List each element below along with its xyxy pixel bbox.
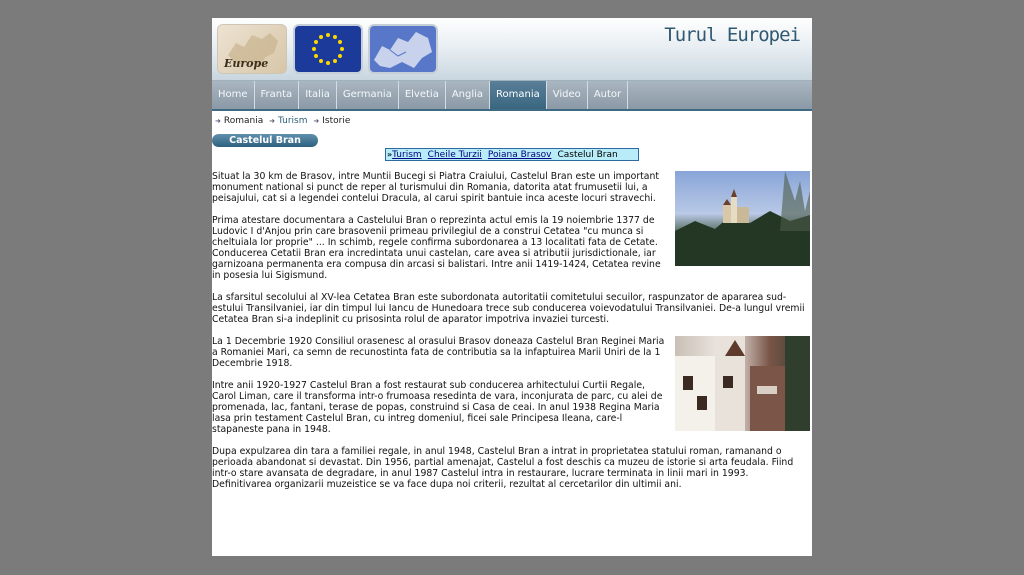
eu-stars-icon <box>295 26 361 72</box>
nav-item-home[interactable]: Home <box>212 81 255 109</box>
page <box>212 18 812 556</box>
nav-item-anglia[interactable]: Anglia <box>446 81 490 109</box>
eu-flag-logo[interactable] <box>293 24 363 74</box>
subnav-link-cheile-turzii[interactable]: Cheile Turzii <box>427 150 482 160</box>
breadcrumb-arrow-icon: ➜ <box>313 117 320 125</box>
subnav-link-turism[interactable]: Turism <box>392 150 422 160</box>
main-nav <box>212 81 812 111</box>
breadcrumb-arrow-icon: ➜ <box>215 117 221 125</box>
nav-item-autor[interactable]: Autor <box>588 81 628 109</box>
site-title: Turul Europei <box>664 24 800 46</box>
paragraph: Situat la 30 km de Brasov, intre Muntii Bucegi si Piatra Craiului, Castelul Bran este un important monument national si punct de reper al turismului din Romania, datorita atat frumusetii lui, a peisajului, cat si a legendei contelui Dracula, al carui spirit bantuie inca aceste locuri stravechi. <box>212 171 660 204</box>
subnav-current: Castelul Bran <box>557 150 618 160</box>
nav-item-elvetia[interactable]: Elvetia <box>399 81 446 109</box>
nav-item-italia[interactable]: Italia <box>299 81 337 109</box>
paragraph: Prima atestare documentara a Castelului Bran o reprezinta actul emis la 19 noiembrie 1377 de Ludovic I d'Anjou prin care brasovenii primeau privilegiul de a construi Cetatea "cu munca si cheltuiala lor proprie" ... In schimb, regele confirma subordonarea a 13 localitati fata de Cetate. Conducerea Cetatii Bran era incredintata unui castelan, care avea si atributii jurisdictionale, iar garnizoana permanenta era compusa din arcasi si balistari. Intre anii 1419-1424, Cetatea revine in posesia lui Sigismund. <box>212 215 661 281</box>
paragraph: La 1 Decembrie 1920 Consiliul orasenesc al orasului Brasov doneaza Castelul Bran Reginei Maria a Romaniei Mari, ca semn de recunostinta fata de contributia sa la infaptuirea Marii Uniri de la 1 Decembrie 1918. <box>212 336 665 369</box>
subnav <box>385 148 639 161</box>
paragraph: Dupa expulzarea din tara a familiei regale, in anul 1948, Castelul Bran a intrat in proprietatea statului roman, ramanand o perioada abandonat si devastat. Din 1956, partial amenajat, Castelul a fost deschis ca muzeu de istorie si arta feudala. Fiind intr-o stare avansata de degradare, in anul 1987 Castelul intra in restaurare, lucrare terminata in linii mari in 1993. Definitivarea organizarii muzeistice se va face dupa noi criterii, rezultat al cercetarilor din ultimii ani. <box>212 446 794 490</box>
castle-landscape-icon <box>675 171 810 266</box>
nav-item-germania[interactable]: Germania <box>337 81 399 109</box>
header <box>212 18 812 81</box>
nav-item-video[interactable]: Video <box>547 81 588 109</box>
bran-castle-landscape-photo <box>675 171 810 266</box>
map-icon <box>370 26 436 72</box>
paragraph: Intre anii 1920-1927 Castelul Bran a fost restaurat sub conducerea arhitectului Curtii Regale, Carol Liman, care il transforma intr-o frumoasa resedinta de vara, inconjurata de parc, cu alei de promenada, lac, fantani, terase de popas, construind si Casa de ceai. In anul 1938 Regina Maria lasa prin testament Castelul Bran, cu intreg domeniul, ficei sale Principesa Ileana, care-l stapaneste pana in 1948. <box>212 380 663 435</box>
breadcrumb-item-romania[interactable]: Romania <box>223 116 264 126</box>
breadcrumb-item-istorie: Istorie <box>322 116 351 126</box>
section-title: Castelul Bran <box>212 134 318 147</box>
subnav-link-poiana-brasov[interactable]: Poiana Brasov <box>487 150 552 160</box>
europe-logo-text: Europe <box>224 57 269 70</box>
europe-map-logo[interactable] <box>368 24 438 74</box>
breadcrumb <box>212 116 350 126</box>
nav-item-franta[interactable]: Franta <box>255 81 300 109</box>
breadcrumb-item-turism[interactable]: Turism <box>277 116 308 126</box>
europe-logo[interactable] <box>217 24 287 74</box>
breadcrumb-arrow-icon: ➜ <box>269 117 275 125</box>
paragraph: La sfarsitul secolului al XV-lea Cetatea Bran este subordonata autoritatii comitetului secuilor, raspunzator de apararea sud-estului Transilvaniei, iar din timpul lui Iancu de Hunedoara trece sub conducerea voievodatului Transilvaniei. De-a lungul vremii Cetatea Bran si-a indeplinit cu prisosinta rolul de aparator impotriva invaziei turcesti. <box>212 292 805 325</box>
double-chevron-icon: » <box>387 150 393 159</box>
article-content <box>212 171 810 501</box>
bran-castle-courtyard-photo <box>675 336 810 431</box>
nav-item-romania[interactable]: Romania <box>490 81 547 109</box>
castle-courtyard-icon <box>675 336 810 431</box>
